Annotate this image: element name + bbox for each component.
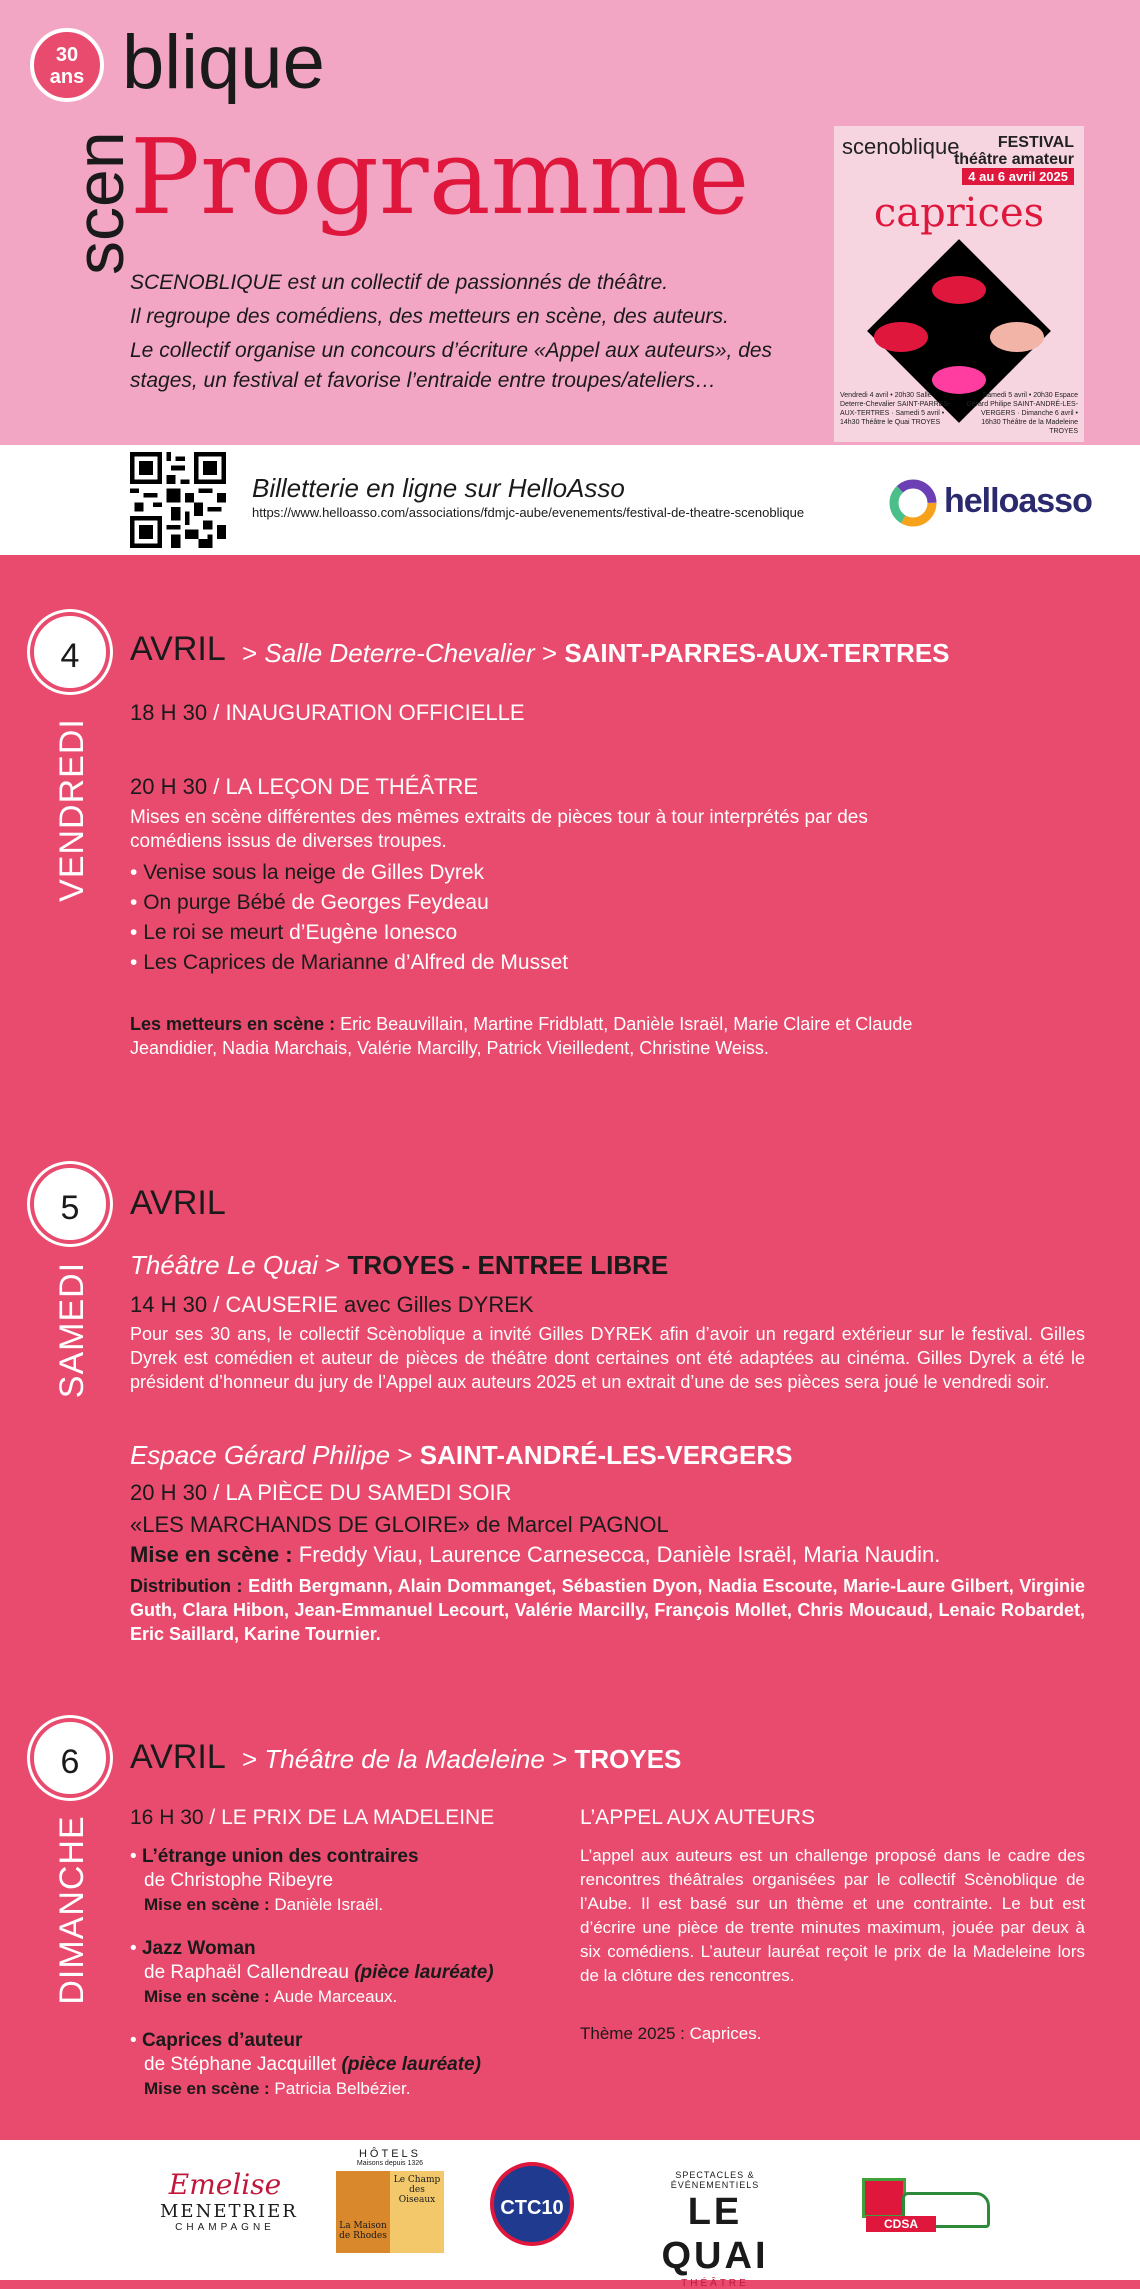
- poster-title: caprices: [873, 190, 1045, 236]
- play-author: de Marcel PAGNOL: [476, 1512, 669, 1537]
- mise-label: Mise en scène :: [144, 1895, 270, 1914]
- event-time: 18 H 30: [130, 700, 208, 725]
- separator: >: [242, 1744, 258, 1774]
- venue-line: [130, 1250, 668, 1281]
- poster-subtitle: théâtre amateur: [953, 151, 1074, 168]
- event-description: Mises en scène différentes des mêmes extraits de pièces tour à tour interprétés par des comédiens issus de diverses troupes.: [130, 807, 868, 852]
- distribution-label: Distribution :: [130, 1576, 243, 1596]
- poster-festival-label: FESTIVAL: [997, 134, 1074, 151]
- directors: [130, 1012, 960, 1060]
- mise-label: Mise en scène :: [144, 2079, 270, 2098]
- distribution-list: Edith Bergmann, Alain Dommanget, Sébastien Dyon, Nadia Escoute, Marie-Laure Gilbert, Virginie Guth, Clara Hibon, Jean-Emmanuel Lecourt, Valérie Marcilly, François Mollet, Chris Moucaud, Lenaic Robardet, Eric Saillard, Karine Tournier.: [130, 1576, 1085, 1644]
- event-line: [130, 1480, 512, 1506]
- poster-brand: scenoblique: [842, 134, 960, 159]
- badge-number: 30: [55, 44, 79, 66]
- sponsor-ctc10[interactable]: CTC10: [490, 2162, 574, 2246]
- sponsor-menetrier[interactable]: [160, 2168, 298, 2233]
- play-item: • Jazz Woman de Raphaël Callendreau (pièce lauréate) Mise en scène : Aude Marceaux.: [130, 1938, 494, 2006]
- venue-city: SAINT-PARRES-AUX-TERTRES: [564, 638, 950, 668]
- work-title: Les Caprices de Marianne: [143, 951, 389, 974]
- sponsor-subtitle: THÉÂTRE: [681, 2278, 749, 2289]
- laureate-tag: (pièce lauréate): [354, 1962, 494, 1983]
- anniversary-badge: [30, 28, 104, 102]
- work-author: d’Alfred de Musset: [394, 951, 569, 974]
- list-item: • Venise sous la neige de Gilles Dyrek: [130, 861, 485, 884]
- appel-title: L’APPEL AUX AUTEURS: [580, 1806, 815, 1829]
- intro-line: Le collectif organise un concours d’écriture «Appel aux auteurs», des stages, un festival et favorise l’entraide entre troupes/ateliers…: [130, 339, 773, 392]
- separator: >: [541, 638, 558, 668]
- event-title: LA PIÈCE DU SAMEDI SOIR: [225, 1480, 512, 1505]
- venue-city: TROYES - ENTREE LIBRE: [347, 1250, 669, 1280]
- work-author: de Gilles Dyrek: [341, 861, 485, 884]
- poster-festival: [954, 134, 1074, 185]
- ticket-title: Billetterie en ligne sur HelloAsso: [252, 473, 625, 503]
- event-line: [130, 1806, 494, 1830]
- event-time: 20 H 30: [130, 774, 208, 799]
- event-time: 16 H 30: [130, 1806, 204, 1829]
- distribution: [130, 1574, 1085, 1646]
- list-item: • Le roi se meurt d’Eugène Ionesco: [130, 921, 458, 944]
- day-number-circle: 5: [30, 1164, 110, 1244]
- month-label: AVRIL: [130, 630, 226, 668]
- event-title: INAUGURATION OFFICIELLE: [225, 700, 525, 725]
- work-title: Venise sous la neige: [143, 861, 336, 884]
- separator: /: [213, 1292, 220, 1317]
- venue-line: [130, 1440, 793, 1471]
- helloasso-logo-text[interactable]: helloasso: [944, 482, 1092, 520]
- poster-dates: 4 au 6 avril 2025: [962, 168, 1074, 185]
- event-time: 14 H 30: [130, 1292, 208, 1317]
- list-item: • On purge Bébé de Georges Feydeau: [130, 891, 489, 914]
- play-title: «LES MARCHANDS DE GLOIRE»: [130, 1512, 470, 1537]
- work-author: d’Eugène Ionesco: [289, 921, 458, 944]
- mise-names: Patricia Belbézier.: [274, 2079, 411, 2098]
- event-title: LA LEÇON DE THÉÂTRE: [225, 774, 479, 799]
- play-title: Jazz Woman: [141, 1938, 256, 1959]
- sponsor-name: CDSA: [866, 2216, 936, 2232]
- work-title: On purge Bébé: [143, 891, 286, 914]
- day-label: DIMANCHE: [53, 1815, 91, 2005]
- separator: >: [552, 1744, 568, 1774]
- sponsor-name: La Maison de Rhodes: [336, 2171, 390, 2253]
- play-item: • Caprices d’auteur de Stéphane Jacquillet (pièce lauréate) Mise en scène : Patricia Belbézier.: [130, 2030, 481, 2098]
- event-guest: avec Gilles DYREK: [344, 1292, 534, 1317]
- day-number-circle: 4: [30, 612, 110, 692]
- month-label: AVRIL: [130, 1738, 226, 1776]
- theme-value: Caprices.: [689, 2024, 762, 2043]
- venue-name: Théâtre Le Quai: [130, 1250, 318, 1280]
- sponsor-subtitle: CHAMPAGNE: [175, 2222, 275, 2233]
- separator: /: [213, 1480, 220, 1505]
- sponsor-subtitle: SPECTACLES & ÉVÉNEMENTIELS: [670, 2170, 760, 2190]
- badge-unit: ans: [49, 66, 85, 88]
- gift-icon: [862, 2178, 906, 2218]
- sponsor-name: Le Champ des Oiseaux: [390, 2171, 444, 2253]
- intro-text: [130, 268, 790, 400]
- separator: >: [325, 1250, 341, 1280]
- event-line: [130, 774, 478, 800]
- brand-rotated: scen: [62, 131, 138, 275]
- mise-label: Mise en scène :: [144, 1987, 270, 2006]
- helloasso-logo-icon[interactable]: [888, 478, 938, 528]
- month-label: AVRIL: [130, 1184, 226, 1222]
- event-title: CAUSERIE: [225, 1292, 338, 1317]
- theme-line: [580, 2024, 761, 2044]
- lips-icon: [932, 276, 986, 304]
- intro-line: SCENOBLIQUE est un collectif de passionnés de théâtre.: [130, 271, 669, 294]
- sponsor-le-quai[interactable]: [630, 2170, 800, 2289]
- lips-icon: [990, 322, 1044, 352]
- ticket-url[interactable]: https://www.helloasso.com/associations/fdmjc-aube/evenements/festival-de-theatre-scenoblique: [252, 505, 805, 520]
- separator: /: [209, 1806, 216, 1829]
- day-label: SAMEDI: [53, 1261, 91, 1399]
- sponsor-hotels[interactable]: [336, 2148, 444, 2266]
- play-author: de Raphaël Callendreau: [144, 1962, 349, 1983]
- separator: >: [242, 638, 258, 668]
- laureate-tag: (pièce lauréate): [341, 2054, 481, 2075]
- mise-line: [130, 1542, 940, 1568]
- brand-text: blique: [122, 20, 325, 105]
- event-line: [130, 700, 525, 726]
- day-label: VENDREDI: [53, 718, 91, 902]
- day-number-circle: 6: [30, 1718, 110, 1798]
- separator: >: [397, 1440, 413, 1470]
- event-title: LE PRIX DE LA MADELEINE: [221, 1806, 495, 1829]
- venue-name: Espace Gérard Philipe: [130, 1440, 391, 1470]
- venue-name: Salle Deterre-Chevalier: [264, 638, 535, 668]
- qr-code-icon[interactable]: [130, 452, 226, 548]
- poster-info-right: Samedi 5 avril • 20h30 Espace Gérard Philipe SAINT-ANDRÉ-LES-VERGERS · Dimanche 6 avril • 16h30 Théâtre de la Madeleine TROYES: [966, 392, 1078, 435]
- play-author: de Stéphane Jacquillet: [144, 2054, 337, 2075]
- work-title: Le roi se meurt: [143, 921, 284, 944]
- play-line: [130, 1512, 669, 1538]
- sponsor-name: MENETRIER: [160, 2201, 298, 2222]
- sponsor-name: Emelise: [168, 2168, 282, 2201]
- mise-names: Danièle Israël.: [274, 1895, 384, 1914]
- work-author: de Georges Feydeau: [291, 891, 489, 914]
- sponsor-cdsa[interactable]: [862, 2176, 992, 2236]
- directors-list: Eric Beauvillain, Martine Fridblatt, Danièle Israël, Marie Claire et Claude Jeandidier, Nadia Marchais, Valérie Marcilly, Patrick Vieilledent, Christine Weiss.: [130, 1014, 913, 1058]
- mise-label: Mise en scène :: [130, 1542, 293, 1567]
- play-item: • L’étrange union des contraires de Christophe Ribeyre Mise en scène : Danièle Israël.: [130, 1846, 419, 1914]
- mise-names: Freddy Viau, Laurence Carnesecca, Danièle Israël, Maria Naudin.: [298, 1542, 941, 1567]
- venue-city: TROYES: [574, 1744, 682, 1774]
- play-author: de Christophe Ribeyre: [144, 1870, 334, 1891]
- event-description: Pour ses 30 ans, le collectif Scènoblique a invité Gilles DYREK afin d’avoir un regard extérieur sur le festival. Gilles Dyrek est comédien et auteur de pièces de théâtre dont certaines ont été adaptées au cinéma. Gilles Dyrek a été le président d’honneur du jury de l’Appel aux auteurs 2025 et un extrait d’une de ses pièces sera joué le vendredi soir.: [130, 1324, 1085, 1392]
- poster-info: [840, 391, 1078, 436]
- sponsor-subtitle: Maisons depuis 1326: [356, 2160, 424, 2167]
- appel-text: L’appel aux auteurs est un challenge proposé dans le cadre des rencontres théâtrales organisées par le collectif Scènoblique de l’Aube. Il est basé sur un thème et une contrainte. Le but est d’écrire une pièce de trente minutes maximum, jouée par deux à six comédiens. L’auteur lauréat reçoit le prix de la Madeleine lors de la clôture des rencontres.: [580, 1846, 1085, 1985]
- mise-names: Aude Marceaux.: [273, 1987, 398, 2006]
- lips-icon: [874, 322, 928, 352]
- venue-line: [242, 638, 950, 669]
- poster-info-left: Vendredi 4 avril • 20h30 Salle Deterre-Chevalier SAINT-PARRES-AUX-TERTRES · Samedi 5 avril • 14h30 Théâtre le Quai TROYES: [840, 392, 951, 426]
- works-list: [130, 858, 568, 978]
- festival-poster: [834, 126, 1084, 442]
- list-item: • Les Caprices de Marianne d’Alfred de Musset: [130, 951, 569, 974]
- venue-line: [242, 1744, 681, 1775]
- page-title: Programme: [130, 116, 750, 238]
- event-line: [130, 1292, 534, 1318]
- intro-line: Il regroupe des comédiens, des metteurs en scène, des auteurs.: [130, 305, 729, 328]
- sponsor-name: LE QUAI: [661, 2191, 769, 2277]
- sponsor-name: HÔTELS: [358, 2148, 421, 2160]
- play-title: L’étrange union des contraires: [141, 1846, 419, 1867]
- separator: /: [213, 700, 220, 725]
- venue-name: Théâtre de la Madeleine: [264, 1744, 545, 1774]
- event-time: 20 H 30: [130, 1480, 208, 1505]
- separator: /: [213, 774, 220, 799]
- theme-label: Thème 2025 :: [580, 2024, 685, 2043]
- directors-label: Les metteurs en scène :: [130, 1014, 336, 1034]
- venue-city: SAINT-ANDRÉ-LES-VERGERS: [419, 1440, 793, 1470]
- play-title: Caprices d’auteur: [141, 2030, 303, 2051]
- lips-icon: [932, 366, 986, 394]
